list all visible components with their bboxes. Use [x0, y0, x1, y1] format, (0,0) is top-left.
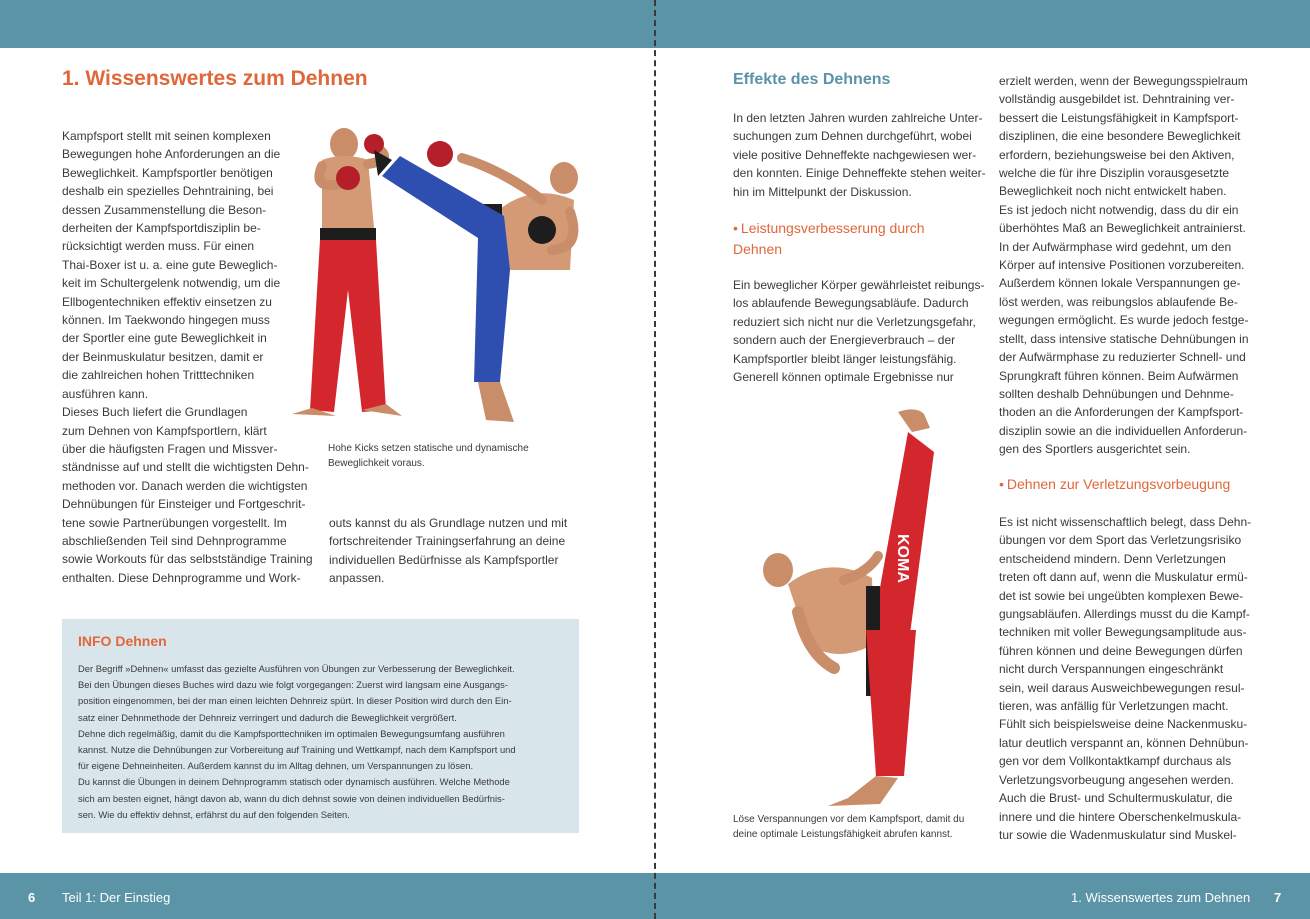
text-line: Verletzungsvorbeugung angesehen werden.: [999, 772, 1234, 787]
subheading-injury-text: Dehnen zur Verletzungsvorbeugung: [1006, 476, 1231, 492]
text-line: Es ist jedoch nicht notwendig, dass du dir ein: [999, 202, 1239, 217]
text-line: deshalb ein spezielles Dehntraining, bei: [62, 184, 274, 199]
text-line: Körper auf intensive Positionen vorzubereiten.: [999, 258, 1245, 273]
subheading-injury: [999, 474, 1269, 495]
text-line: Thai-Boxer ist u. a. eine gute Beweglich-: [62, 257, 278, 272]
section-heading: Effekte des Dehnens: [733, 71, 891, 88]
info-line: sen. Wie du effektiv dehnst, erfährst du auf den folgenden Seiten.: [78, 808, 350, 820]
right-page-number: 7: [1274, 890, 1282, 905]
text-line: In den letzten Jahren wurden zahlreiche Unter-: [733, 111, 983, 125]
text-line: disziplinen, die eine besondere Beweglichkeit: [999, 129, 1241, 144]
info-line: Du kannst die Übungen in deinem Dehnprogramm statisch oder dynamisch ausführen. Welche Methode: [78, 776, 510, 788]
text-line: erfordern, beziehungsweise bei den Aktiven,: [999, 147, 1235, 162]
text-line: Es ist nicht wissenschaftlich belegt, dass Dehn-: [999, 515, 1252, 529]
subheading-performance: [733, 218, 993, 260]
info-box-body: [78, 661, 563, 823]
text-line: gen des Sportlers ausgerichtet sein.: [999, 442, 1191, 457]
info-line: satz einer Dehnmethode der Dehnreiz verringert und dadurch die Beweglichkeit vergrößert.: [78, 711, 457, 723]
left-footer-section: Teil 1: Der Einstieg: [62, 890, 171, 905]
photo-caption: [328, 441, 568, 471]
text-line: übungen vor dem Sport das Verletzungsrisiko: [999, 533, 1242, 548]
caption-line: Hohe Kicks setzen statische und dynamische: [328, 443, 529, 454]
text-line: tieren, was anfällig für Verletzungen macht.: [999, 699, 1229, 714]
text-line: vollständig ausgebildet ist. Dehntraining ver-: [999, 92, 1235, 107]
text-line: Bewegungen hohe Anforderungen an die: [62, 147, 281, 162]
text-line: Fühlt sich beispielsweise deine Nackenmusku-: [999, 717, 1248, 732]
text-line: der Sportler eine gute Beweglichkeit in: [62, 331, 267, 346]
info-line: für eigene Dehneinheiten. Außerdem kannst du im Alltag dehnen, um Verspannungen zu lösen.: [78, 760, 474, 772]
text-line: treten oft dann auf, wenn die Muskulatur ermü-: [999, 570, 1248, 585]
text-line: In der Aufwärmphase wird gedehnt, um den: [999, 239, 1232, 254]
right-fighter-figure: [374, 141, 578, 422]
text-line: anpassen.: [329, 571, 385, 586]
info-label: INFO: [78, 633, 112, 649]
text-line: individuellen Bedürfnisse als Kampfsportler: [329, 552, 559, 567]
section-intro: [733, 109, 993, 201]
text-line: disziplin sowie an die individuellen Anforderun-: [999, 423, 1248, 438]
left-page-number: 6: [28, 890, 36, 905]
text-line: methoden vor. Danach werden die wichtigsten: [62, 478, 308, 493]
right-footer-section: 1. Wissenswertes zum Dehnen: [1071, 890, 1251, 905]
text-line: den konnten. Einige Dehneffekte stehen weiter-: [733, 166, 986, 181]
text-line: überhöhtes Maß an Beweglichkeit antrainierst.: [999, 221, 1246, 236]
caption-line: Löse Verspannungen vor dem Kampfsport, damit du: [733, 814, 965, 825]
text-line: wegungen ermöglicht. Es wurde jedoch festge-: [999, 313, 1249, 328]
text-line: Kampfsport stellt mit seinen komplexen: [62, 129, 271, 143]
subheading-performance-line1: Leistungsverbesserung durch: [740, 220, 925, 236]
text-line: der Beinmuskulatur besitzen, damit er: [62, 349, 264, 364]
text-line: Außerdem können lokale Verspannungen ge-: [999, 276, 1241, 291]
text-line: Ellbogentechniken effektiv einsetzen zu: [62, 294, 272, 309]
text-line: los ablaufende Bewegungsabläufe. Dadurch: [733, 296, 969, 311]
text-line: können. Im Taekwondo hingegen muss: [62, 313, 270, 328]
text-line: rücksichtigt werden muss. Für einen: [62, 239, 255, 254]
text-line: outs kannst du als Grundlage nutzen und mit: [329, 516, 568, 530]
info-line: Der Begriff »Dehnen« umfasst das gezielte Ausführen von Übungen zur Verbesserung der Beweglichkeit.: [78, 663, 515, 674]
text-line: sollten deshalb Dehnübungen und Dehnme-: [999, 386, 1234, 401]
text-line: gungsabläufen. Allerdings musst du die Kampf-: [999, 607, 1250, 622]
text-line: sondern auch der Energieverbrauch – der: [733, 333, 956, 348]
text-line: derheiten der Kampfsportdisziplin be-: [62, 221, 261, 236]
text-line: viele positive Dehneffekte nachgewiesen wer-: [733, 147, 977, 162]
left-fighter-figure: [292, 128, 402, 416]
bullet-icon: •: [733, 220, 738, 236]
info-line: Bei den Übungen dieses Buches wird dazu wie folgt vorgegangen: Zuerst wird langsam eine Ausgangs-: [78, 679, 508, 691]
text-line: ständnisse auf und stellt die wichtigsten Dehn-: [62, 460, 309, 475]
text-line: Kampfsportler bleibt länger leistungsfähig.: [733, 351, 957, 366]
text-line: Dehnübungen für Einsteiger und Fortgeschrit-: [62, 497, 306, 512]
text-line: erzielt werden, wenn der Bewegungsspielraum: [999, 74, 1248, 88]
text-line: reduziert sich nicht nur die Verletzungsgefahr,: [733, 314, 976, 329]
info-box-title: [78, 633, 563, 649]
pants-lettering: KOMA: [894, 534, 911, 583]
text-line: Sprungkraft führen können. Beim Aufwärmen: [999, 368, 1239, 383]
info-line: sich am besten eignet, hängt davon ab, wann du dich dehnst sowie von deinen individuellen Bedürfnis-: [78, 792, 505, 804]
info-line: Dehne dich regelmäßig, damit du die Kampfsporttechniken im optimalen Bewegungsumfang ausführen: [78, 727, 505, 739]
text-line: tene sowie Partnerübungen vorgestellt. Im: [62, 515, 287, 530]
text-line: führen können und deine Bewegungen dürfen: [999, 643, 1243, 658]
caption-line: Beweglichkeit voraus.: [328, 458, 425, 469]
text-line: nicht durch Verspannungen eingeschränkt: [999, 662, 1224, 677]
info-box: [62, 619, 579, 833]
text-line: über die häufigsten Fragen und Missver-: [62, 441, 278, 456]
text-line: latur deutlich verspannt an, können Dehnübun-: [999, 735, 1249, 750]
text-line: die zahlreichen hohen Tritttechniken: [62, 368, 255, 383]
text-line: löst werden, was reibungslos ablaufende Be-: [999, 294, 1238, 309]
text-line: techniken mit voller Bewegungsamplitude aus-: [999, 625, 1247, 640]
text-line: welche die für ihre Disziplin vorausgesetzte: [999, 166, 1230, 181]
text-line: thoden an die Anforderungen der Kampfsport-: [999, 405, 1244, 420]
text-line: gen vor dem Vollkontaktkampf durchaus als: [999, 754, 1232, 769]
text-line: Dieses Buch liefert die Grundlagen: [62, 405, 248, 420]
kick-photo-caption: [733, 812, 993, 842]
chapter-title: 1. Wissenswertes zum Dehnen: [62, 67, 368, 90]
subheading-performance-line2: Dehnen: [733, 241, 783, 257]
text-line: suchungen zum Dehnen durchgeführt, wobei: [733, 129, 972, 144]
performance-paragraph: [733, 276, 993, 386]
page-fold-divider: [654, 0, 656, 919]
text-line: tur sowie die Wadenmuskulatur sind Muskel-: [999, 827, 1237, 842]
text-line: sein, weil daraus Ausweichbewegungen resul-: [999, 680, 1245, 695]
text-line: stellt, dass intensive statische Dehnübungen in: [999, 331, 1249, 346]
text-line: bessert die Leistungsfähigkeit in Kampfsport-: [999, 110, 1239, 125]
text-line: fortschreitender Trainingserfahrung an deine: [329, 534, 566, 549]
high-kick-photo: [748, 404, 948, 810]
text-line: Beweglichkeit noch nicht entwickelt haben.: [999, 184, 1227, 199]
bullet-icon: •: [999, 476, 1004, 492]
right-column-bottom: [999, 513, 1259, 844]
text-line: enthalten. Diese Dehnprogramme und Work-: [62, 570, 301, 585]
text-line: dessen Zusammenstellung die Beson-: [62, 202, 267, 217]
text-line: keit im Schultergelenk notwendig, um die: [62, 276, 281, 291]
info-title-text: Dehnen: [115, 633, 167, 649]
text-line: sowie Workouts für das selbstständige Training: [62, 552, 313, 567]
text-line: det ist sowie bei ungeübten komplexen Bewe-: [999, 588, 1244, 603]
text-line: ausführen kann.: [62, 386, 149, 401]
caption-line: deine optimale Leistungsfähigkeit abrufen kannst.: [733, 829, 953, 840]
text-line: Auch die Brust- und Schultermuskulatur, die: [999, 791, 1233, 806]
text-line: entscheidend mindern. Denn Verletzungen: [999, 551, 1226, 566]
text-line: zum Dehnen von Kampfsportlern, klärt: [62, 423, 267, 438]
text-line: Ein beweglicher Körper gewährleistet reibungs-: [733, 278, 985, 292]
text-line: abschließenden Teil sind Dehnprogramme: [62, 533, 287, 548]
second-column: [329, 514, 589, 588]
kickboxing-photo: [282, 120, 602, 430]
text-line: hin im Mittelpunkt der Diskussion.: [733, 184, 912, 199]
text-line: der Aufwärmphase zu reduzierter Schnell- und: [999, 350, 1246, 365]
info-line: kannst. Nutze die Dehnübungen zur Vorbereitung auf Training und Wettkampf, nach dem Kampfsport und: [78, 744, 516, 756]
text-line: Generell können optimale Ergebnisse nur: [733, 370, 954, 385]
text-line: innere und die hintere Oberschenkelmuskula-: [999, 809, 1242, 824]
info-line: position eingenommen, bei der man einen leichten Dehnreiz spürt. In dieser Position wird durch den Ein-: [78, 695, 512, 707]
right-column-top: [999, 72, 1259, 459]
kicker-figure: [763, 409, 934, 806]
text-line: Beweglichkeit. Kampfsportler benötigen: [62, 165, 273, 180]
